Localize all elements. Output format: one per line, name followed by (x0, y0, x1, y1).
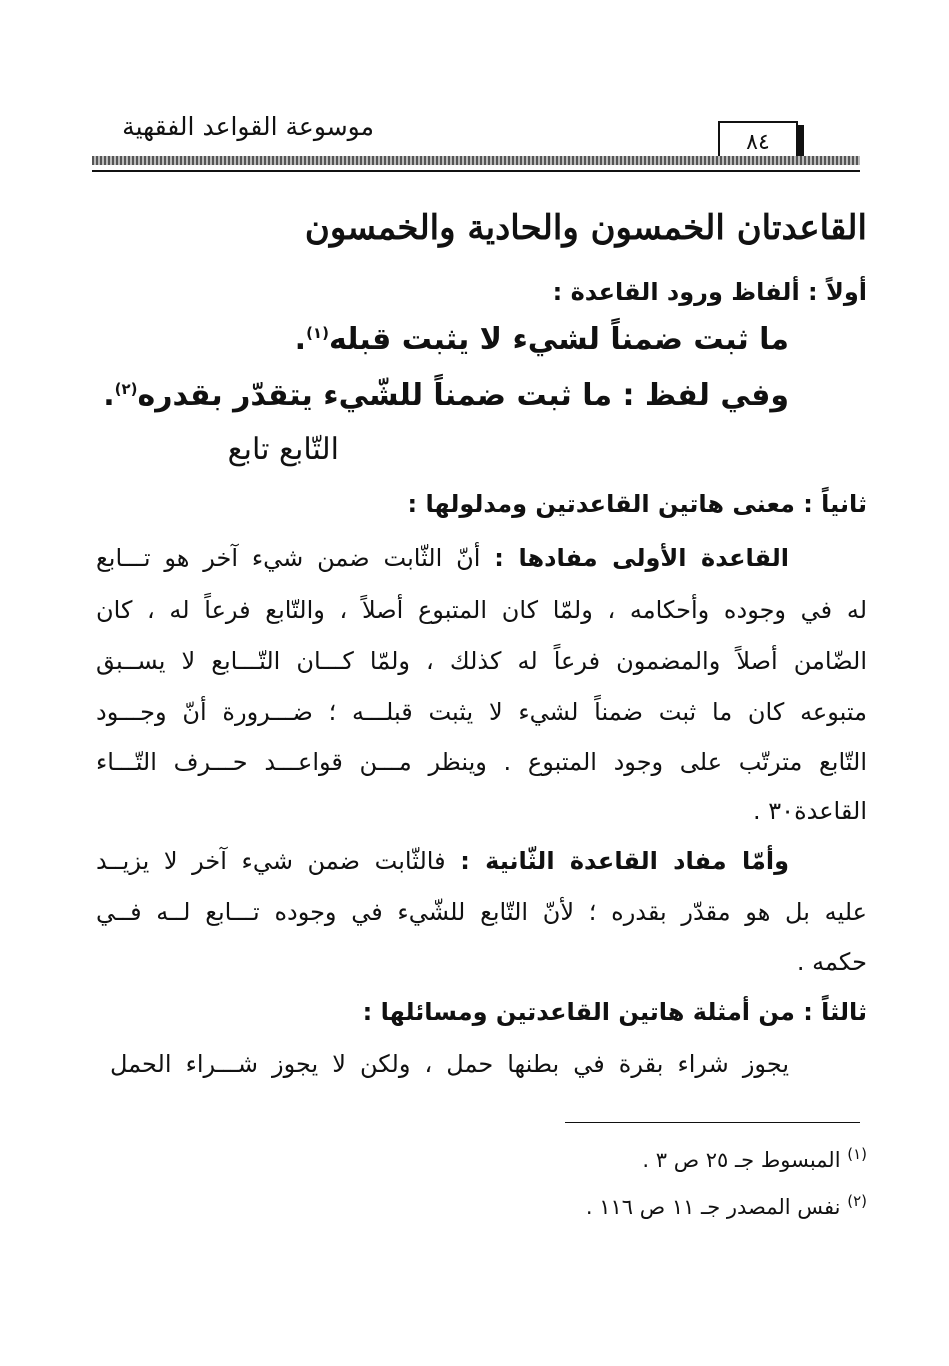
page-number: ٨٤ (718, 121, 798, 163)
paragraph-one-lead: القاعدة الأولى مفادها : (494, 544, 789, 572)
footnote-1-text: المبسوط جـ ٢٥ ص ٣ . (642, 1148, 841, 1172)
footnote-2-mark: (٢) (847, 1192, 867, 1210)
rule-two (103, 378, 789, 413)
paragraph-three-line-1: يجوز شراء بقرة في بطنها حمل ، ولكن لا يجوز شـــراء الحمل (110, 1050, 789, 1078)
paragraph-two-line-1 (96, 847, 789, 875)
paragraph-text: أنّ الثّابت ضمن شيء آخر هو تـــابع (96, 544, 481, 572)
paragraph-one-line-5: التّابع مترتّب على وجود المتبوع . وينظر مـــن قواعـــد حـــرف التّـــاء (96, 748, 867, 776)
paragraph-two-line-3: حكمه . (796, 948, 867, 976)
paragraph-one-line-3: الضّامن أصلاً والمضمون فرعاً له كذلك ، ولمّا كـــان التّـــابع لا يســبق (96, 647, 867, 675)
rule-two-text: وفي لفظ : ما ثبت ضمناً للشّيء يتقدّر بقدره (137, 378, 789, 413)
heading-second: ثانياً : معنى هاتين القاعدتين ومدلولها : (407, 490, 867, 518)
paragraph-text: فالثّابت ضمن شيء آخر لا يزيــد (96, 847, 446, 875)
paragraph-one-line-6: القاعدة٣٠ . (753, 797, 867, 825)
footnote-1 (642, 1145, 867, 1172)
heading-third: ثالثاً : من أمثلة هاتين القاعدتين ومسائلها : (362, 998, 867, 1026)
footnote-2-text: نفس المصدر جـ ١١ ص ١١٦ . (585, 1195, 841, 1219)
rule-one-text: ما ثبت ضمناً لشيء لا يثبت قبله (328, 322, 789, 357)
heading-first: أولاً : ألفاظ ورود القاعدة : (552, 278, 867, 306)
paragraph-two-line-2: عليه بل هو مقدّر بقدره ؛ لأنّ التّابع للشّيء في وجوده تـــابع لــه فــي (96, 898, 867, 926)
rule-one-end: . (294, 322, 307, 357)
rule-two-end: . (103, 378, 115, 413)
running-title: موسوعة القواعد الفقهية (122, 112, 374, 141)
header-rule (92, 170, 860, 172)
footnote-rule (565, 1122, 860, 1123)
paragraph-two-lead: وأمّا مفاد القاعدة الثّانية : (460, 847, 789, 875)
footnote-ref-2[interactable]: (٢) (114, 380, 138, 398)
paragraph-one-line-2: له في وجوده وأحكامه ، ولمّا كان المتبوع أصلاً ، والتّابع فرعاً له ، كان (96, 596, 867, 624)
paragraph-one-line-4: متبوعه كان ما ثبت ضمناً لشيء لا يثبت قبلـــه ؛ ضـــرورة أنّ وجـــود (96, 698, 867, 726)
paragraph-one-line-1 (96, 544, 789, 572)
header-ornamental-band (92, 156, 860, 165)
footnote-ref-1[interactable]: (١) (306, 324, 329, 342)
handwritten-note: التّابع تابع (227, 432, 339, 467)
footnote-2 (586, 1192, 867, 1219)
rule-one (295, 322, 789, 357)
footnote-1-mark: (١) (847, 1145, 867, 1163)
section-title: القاعدتان الخمسون والحادية والخمسون (304, 208, 867, 248)
